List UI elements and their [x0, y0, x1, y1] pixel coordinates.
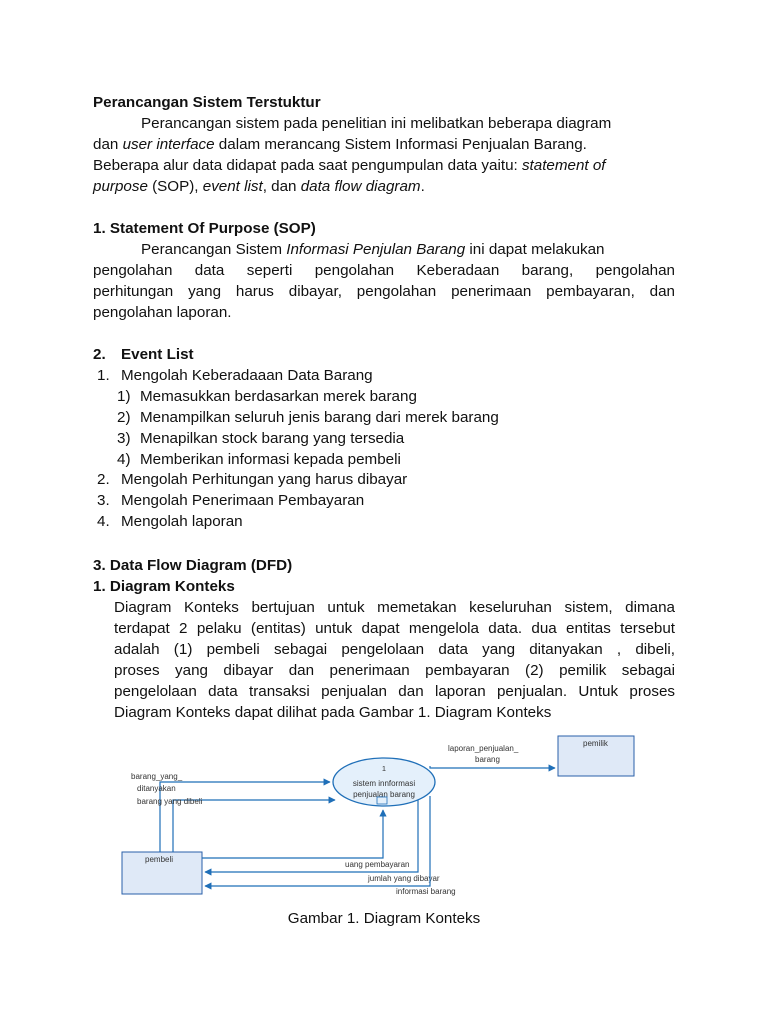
event-item-4-text: Mengolah laporan — [121, 513, 243, 530]
process-label-1: sistem innformasi — [352, 779, 416, 788]
flow-dibeli-line — [173, 800, 335, 852]
flow-info-label: informasi barang — [396, 887, 456, 896]
event-item-3-num: 3. — [97, 492, 110, 509]
event-list-heading-num: 2. — [93, 346, 106, 363]
event-subitem-4-text: Memberikan informasi kepada pembeli — [140, 451, 401, 468]
event-item-4-num: 4. — [97, 513, 110, 530]
event-subitem-1-num: 1) — [117, 388, 131, 405]
intro-l3a: Beberapa alur data didapat pada saat pengumpulan data yaitu: — [93, 157, 522, 174]
entity-pemilik-label: pemilik — [583, 739, 608, 748]
intro-l4c: . — [420, 178, 425, 195]
dfd-line-5: pengelolaan data transaksi penjualan dan laporan penjualan. Untuk proses — [114, 683, 675, 700]
event-item-1-num: 1. — [97, 367, 110, 384]
dfd-line-2: terdapat 2 pelaku (entitas) untuk dapat mengelola data. dua entitas tersebut — [114, 620, 675, 637]
flow-dibeli-label: barang yang dibeli — [137, 797, 203, 806]
sop-l1b: ini dapat melakukan — [465, 241, 605, 258]
intro-l2-em: user interface — [122, 136, 215, 153]
sop-line-4: pengolahan laporan. — [93, 304, 232, 321]
flow-laporan-line — [430, 766, 555, 768]
event-subitem-3-text: Menapilkan stock barang yang tersedia — [140, 430, 405, 447]
event-item-2-num: 2. — [97, 471, 110, 488]
intro-text-1: Perancangan sistem pada penelitian ini melibatkan beberapa diagram — [141, 115, 612, 132]
intro-l4-em1: purpose — [93, 178, 148, 195]
flow-laporan-label-1: laporan_penjualan_ — [448, 744, 519, 753]
intro-l4b: , dan — [262, 178, 301, 195]
sop-line-2: pengolahan data seperti pengolahan Keberadaan barang, pengolahan — [93, 262, 675, 279]
dfd-heading: 3. Data Flow Diagram (DFD) — [93, 557, 293, 574]
event-item-1-text: Mengolah Keberadaaan Data Barang — [121, 367, 373, 384]
intro-l4-em3: data flow diagram — [300, 178, 421, 195]
process-number: 1 — [381, 764, 387, 773]
intro-l4-em2: event list — [202, 178, 263, 195]
event-subitem-3-num: 3) — [117, 430, 131, 447]
flow-ditanyakan-label-2: ditanyakan — [137, 784, 176, 793]
intro-l4a: (SOP), — [147, 178, 203, 195]
event-subitem-1-text: Memasukkan berdasarkan merek barang — [140, 388, 417, 405]
intro-l2a: dan — [93, 136, 123, 153]
entity-pembeli-label: pembeli — [145, 855, 174, 864]
dfd-line-3: adalah (1) pembeli sebagai pengelolaan data yang ditanyakan , dibeli, — [114, 641, 675, 658]
flow-uang-label: uang pembayaran — [345, 860, 410, 869]
sop-l1-em: Informasi Penjulan Barang — [286, 241, 466, 258]
event-subitem-2-text: Menampilkan seluruh jenis barang dari merek barang — [140, 409, 499, 426]
event-list-heading: Event List — [121, 346, 194, 363]
sop-heading: 1. Statement Of Purpose (SOP) — [93, 220, 316, 237]
process-label-2: penjualan barang — [353, 790, 415, 799]
event-subitem-2-num: 2) — [117, 409, 131, 426]
flow-ditanyakan-label-1: barang_yang_ — [131, 772, 183, 781]
event-subitem-4-num: 4) — [117, 451, 131, 468]
flow-jumlah-label: jumlah yang dibayar — [368, 874, 440, 883]
flow-uang-line — [202, 810, 383, 858]
flow-ditanyakan-line — [160, 782, 330, 852]
figure-caption: Gambar 1. Diagram Konteks — [287, 910, 481, 927]
section-title: Perancangan Sistem Terstuktur — [93, 94, 321, 111]
dfd-line-4: proses yang dibayar dan penerimaan pembayaran (2) pemilik sebagai — [114, 662, 675, 679]
dfd-line-6: Diagram Konteks dapat dilihat pada Gambar 1. Diagram Konteks — [114, 704, 552, 721]
sop-line-3: perhitungan yang harus dibayar, pengolahan penerimaan pembayaran, dan — [93, 283, 675, 300]
sop-l1a: Perancangan Sistem — [141, 241, 287, 258]
flow-laporan-label-2: barang — [475, 755, 500, 764]
event-item-2-text: Mengolah Perhitungan yang harus dibayar — [121, 471, 408, 488]
dfd-subheading: 1. Diagram Konteks — [93, 578, 235, 595]
event-item-3-text: Mengolah Penerimaan Pembayaran — [121, 492, 365, 509]
dfd-line-1: Diagram Konteks bertujuan untuk memetakan keseluruhan sistem, dimana — [114, 599, 675, 616]
intro-l3-em: statement of — [521, 157, 606, 174]
intro-l2b: dalam merancang Sistem Informasi Penjualan Barang. — [214, 136, 587, 153]
